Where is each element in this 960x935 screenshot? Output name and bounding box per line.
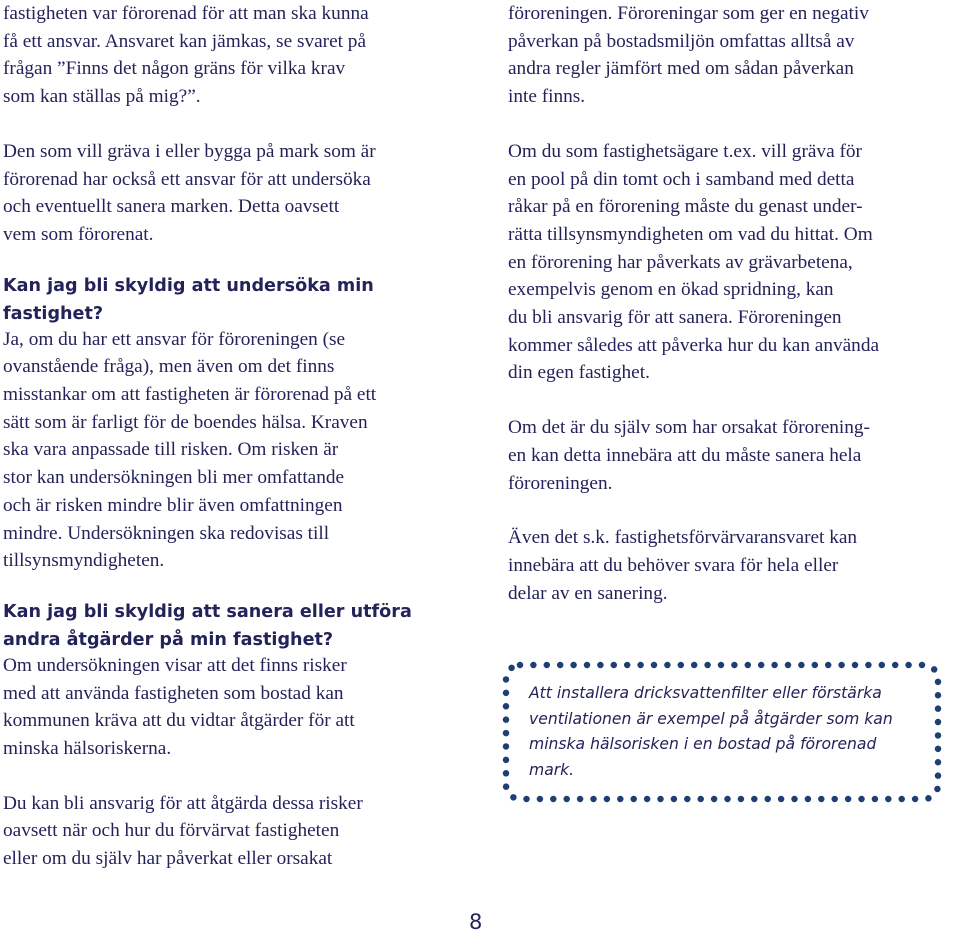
tip-box <box>502 661 942 803</box>
paragraph-pool-example: Om du som fastighetsägare t.ex. vill gräva för en pool på din tomt och i samband med detta råkar på en förorening måste du genast under- rätta tillsynsmyndigheten om vad du hittat. Om en förorening har påverkats av grävarbetena, exempelvis genom en ökad spridning, kan du bli ansvarig för att sanera. Föroreningen kommer således att påverka hur du kan använda din egen fastighet. <box>508 140 880 384</box>
paragraph-acquirer-liability: Även det s.k. fastighetsförvärvaransvaret kan innebära att du behöver svara för hela eller delar av en sanering. <box>508 527 858 604</box>
tip-box-text: Att installera dricksvattenfilter eller förstärka ventilationen är exempel på åtgärder som kan minska hälsorisken i en bostad på förorenad mark. <box>529 684 893 779</box>
paragraph-responsibility-cont: fastigheten var förorenad för att man ska kunna få ett ansvar. Ansvaret kan jämkas, se svaret på frågan ”Finns det någon gräns för vilka krav som kan ställas på mig?”. <box>3 3 369 108</box>
paragraph-investigate-answer: Ja, om du har ett ansvar för föroreningen (se ovanstående fråga), men även om det finns misstankar om att fastigheten är förorenad på ett sätt som är farligt för de boendes hälsa. Kraven ska vara anpassade till risken. Om risken är stor kan undersökningen bli mer omfattande och är risken mindre blir även omfattningen mindre. Undersökningen ska redovisas till tillsynsmyndigheten. <box>3 328 377 572</box>
heading-remediate: Kan jag bli skyldig att sanera eller utföra andra åtgärder på min fastighet? <box>3 601 412 650</box>
page-number: 8 <box>469 910 483 934</box>
right-column <box>508 0 960 607</box>
paragraph-remediate-answer: Om undersökningen visar att det finns risker med att använda fastigheten som bostad kan kommunen kräva att du vidtar åtgärder för att minska hälsoriskerna. <box>3 654 355 760</box>
paragraph-liability: Du kan bli ansvarig för att åtgärda dessa risker oavsett när och hur du förvärvat fastigheten eller om du själv har påverkat eller orsakat <box>3 792 363 870</box>
paragraph-pollution-cont: föroreningen. Föroreningar som ger en negativ påverkan på bostadsmiljön omfattas alltså av andra regler jämfört med om sådan påverkan inte finns. <box>508 3 869 108</box>
paragraph-dig-build: Den som vill gräva i eller bygga på mark som är förorenad har också ett ansvar för att undersöka och eventuellt sanera marken. Detta oavsett vem som förorenat. <box>3 140 376 245</box>
heading-investigate: Kan jag bli skyldig att undersöka min fastighet? <box>3 275 374 324</box>
left-column <box>3 0 448 873</box>
paragraph-caused-pollution: Om det är du själv som har orsakat förorening- en kan detta innebära att du måste sanera hela föroreningen. <box>508 417 870 494</box>
